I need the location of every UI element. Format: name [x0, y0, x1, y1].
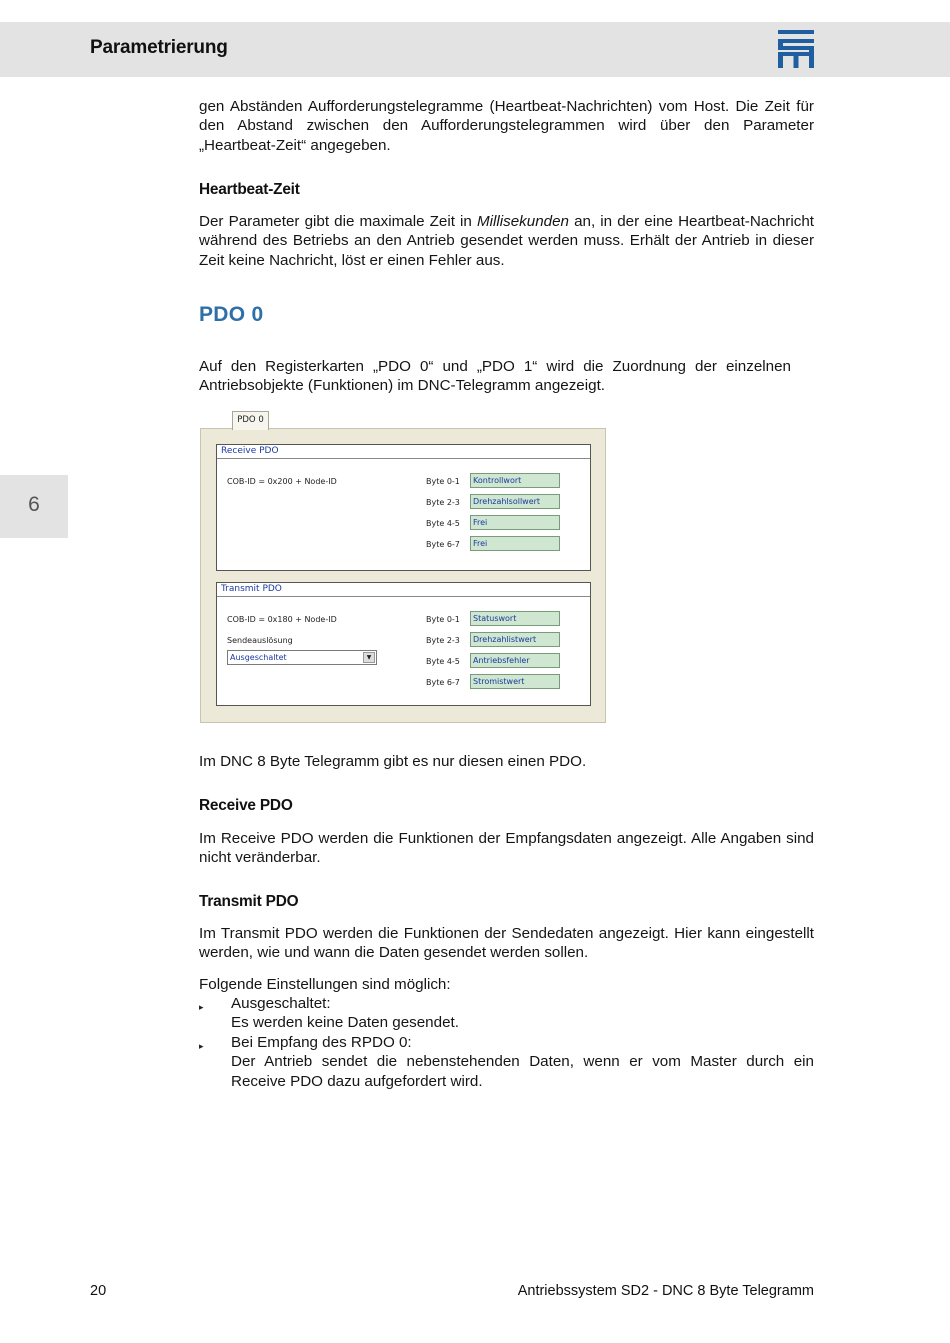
receive-byte-value: Drehzahlsollwert	[470, 494, 560, 509]
transmit-cob-id: COB-ID = 0x180 + Node-ID	[227, 615, 337, 624]
heartbeat-text-after: an, in der eine Heartbeat-Nachricht während des Betriebs an den Antrieb gesendet werden muss. Erhält der Antrieb in dieser Zeit keine Nachricht, löst er einen Fehler aus.	[199, 213, 814, 269]
trigger-label: Sendeauslösung	[227, 636, 293, 645]
option-desc: Es werden keine Daten gesendet.	[231, 1014, 459, 1032]
receive-pdo-paragraph: Im Receive PDO werden die Funktionen der Empfangsdaten angezeigt. Alle Angaben sind nicht veränderbar.	[199, 830, 814, 867]
transmit-byte-label: Byte 2-3	[426, 636, 460, 645]
option-title: Ausgeschaltet:	[231, 995, 331, 1012]
list-item	[199, 994, 814, 1033]
list-item	[199, 1033, 814, 1091]
chevron-down-icon[interactable]: ▼	[363, 652, 375, 663]
trigger-select[interactable]	[227, 650, 377, 665]
transmit-byte-value: Drehzahlistwert	[470, 632, 560, 647]
heartbeat-heading: Heartbeat-Zeit	[199, 181, 300, 198]
receive-byte-label: Byte 6-7	[426, 540, 460, 549]
trigger-select-value: Ausgeschaltet	[230, 653, 287, 662]
option-title: Bei Empfang des RPDO 0:	[231, 1033, 412, 1051]
transmit-pdo-paragraph: Im Transmit PDO werden die Funktionen der Sendedaten angezeigt. Hier kann eingestellt werden, wie und wann die Daten gesendet werden sollen.	[199, 925, 814, 962]
pdo-heading: PDO 0	[199, 303, 264, 326]
only-one-pdo-text: Im DNC 8 Byte Telegramm gibt es nur diesen einen PDO.	[199, 753, 587, 770]
heartbeat-paragraph	[199, 212, 814, 270]
transmit-byte-value: Stromistwert	[470, 674, 560, 689]
transmit-byte-label: Byte 6-7	[426, 678, 460, 687]
bullet-icon: ▸	[199, 1002, 204, 1012]
transmit-pdo-group	[216, 582, 591, 706]
transmit-byte-value: Antriebsfehler	[470, 653, 560, 668]
receive-pdo-title: Receive PDO	[217, 445, 590, 459]
transmit-pdo-heading: Transmit PDO	[199, 893, 299, 910]
bullet-icon: ▸	[199, 1040, 204, 1051]
document-title: Antriebssystem SD2 - DNC 8 Byte Telegramm	[517, 1283, 814, 1299]
receive-pdo-group	[216, 444, 591, 571]
receive-byte-label: Byte 0-1	[426, 477, 460, 486]
transmit-byte-value: Statuswort	[470, 611, 560, 626]
page-header	[0, 22, 950, 77]
chapter-number: 6	[28, 493, 40, 516]
receive-cob-id: COB-ID = 0x200 + Node-ID	[227, 477, 337, 486]
transmit-byte-label: Byte 0-1	[426, 615, 460, 624]
transmit-byte-label: Byte 4-5	[426, 657, 460, 666]
receive-byte-value: Frei	[470, 536, 560, 551]
dialog-body	[200, 428, 606, 723]
pdo-paragraph: Auf den Registerkarten „PDO 0“ und „PDO 1“ wird die Zuordnung der einzelnen Antriebsobjekte (Funktionen) im DNC-Telegramm angezeigt.	[199, 358, 791, 395]
options-intro: Folgende Einstellungen sind möglich:	[199, 976, 451, 993]
heartbeat-text-italic: Millisekunden	[476, 213, 569, 230]
chapter-tab	[0, 475, 68, 538]
company-logo	[778, 30, 814, 68]
options-list	[199, 994, 814, 1091]
heartbeat-text-before: Der Parameter gibt die maximale Zeit in	[199, 213, 477, 230]
transmit-pdo-title: Transmit PDO	[217, 583, 590, 597]
receive-pdo-heading: Receive PDO	[199, 797, 293, 814]
tab-pdo-0[interactable]: PDO 0	[232, 411, 269, 430]
intro-paragraph: gen Abständen Aufforderungstelegramme (Heartbeat-Nachrichten) vom Host. Die Zeit für den Abstand zwischen den Aufforderungstelegrammen wird über den Parameter „Heartbeat-Zeit“ angegeben.	[199, 98, 814, 154]
receive-byte-label: Byte 2-3	[426, 498, 460, 507]
receive-byte-label: Byte 4-5	[426, 519, 460, 528]
page-number: 20	[90, 1283, 107, 1299]
page-title: Parametrierung	[90, 37, 228, 58]
option-desc: Der Antrieb sendet die nebenstehenden Daten, wenn er vom Master durch ein Receive PDO dazu aufgefordert wird.	[231, 1053, 814, 1090]
receive-byte-value: Kontrollwort	[470, 473, 560, 488]
receive-byte-value: Frei	[470, 515, 560, 530]
pdo-dialog-screenshot	[200, 408, 606, 723]
